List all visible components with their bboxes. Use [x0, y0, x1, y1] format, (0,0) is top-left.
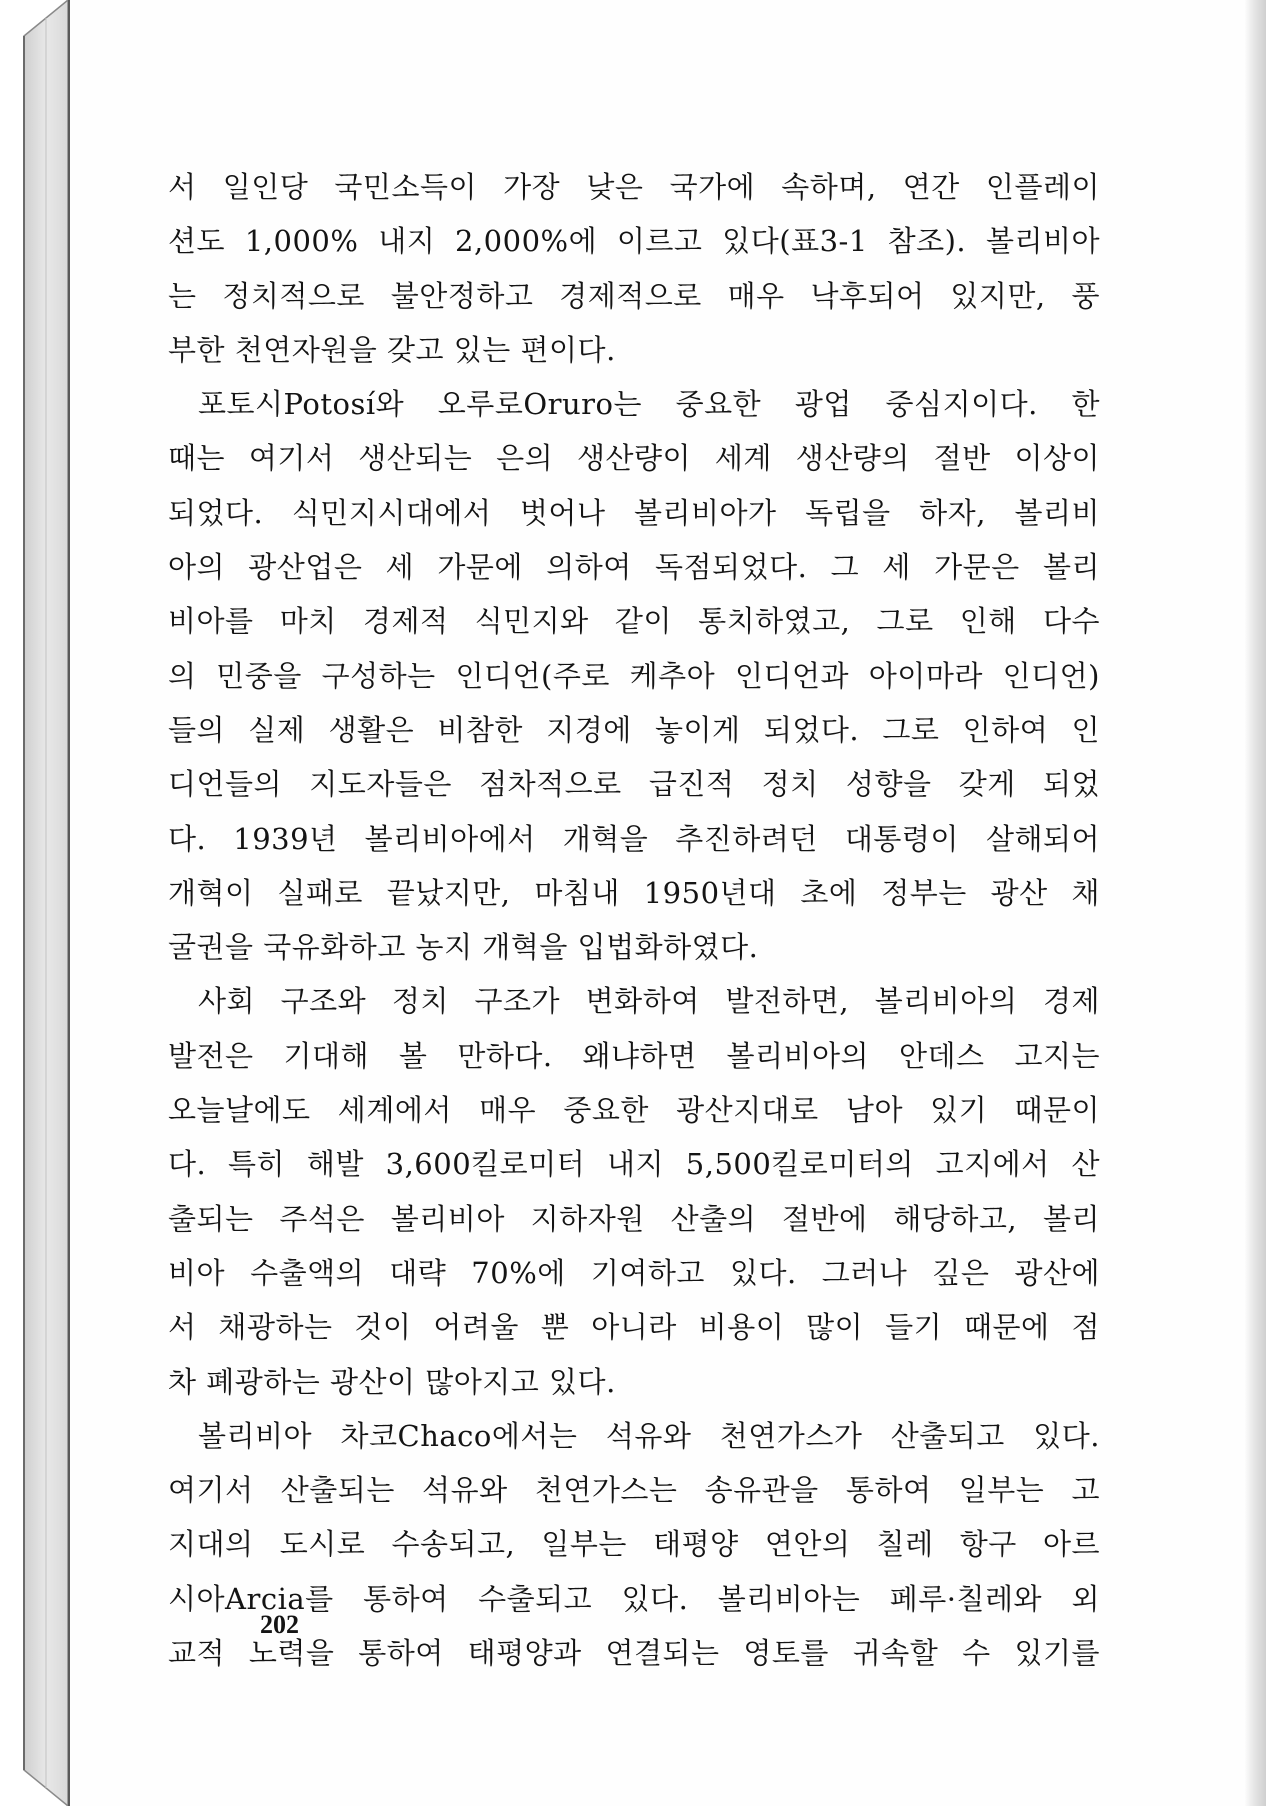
text-line: 되었다. 식민지시대에서 벗어나 볼리비아가 독립을 하자, 볼리비: [168, 495, 1100, 530]
text-line: 비아 수출액의 대략 70%에 기여하고 있다. 그러나 깊은 광산에: [168, 1255, 1100, 1290]
text-line: 때는 여기서 생산되는 은의 생산량이 세계 생산량의 절반 이상이: [168, 441, 1100, 476]
text-line: 다. 특히 해발 3,600킬로미터 내지 5,500킬로미터의 고지에서 산: [168, 1147, 1100, 1182]
text-line: 비아를 마치 경제적 식민지와 같이 통치하였고, 그로 인해 다수: [168, 604, 1100, 639]
text-line: 부한 천연자원을 갖고 있는 편이다.: [168, 332, 616, 367]
page-number: 202: [260, 1610, 299, 1639]
text-line: 오늘날에도 세계에서 매우 중요한 광산지대로 남아 있기 때문이: [168, 1093, 1100, 1128]
text-line: 발전은 기대해 볼 만하다. 왜냐하면 볼리비아의 안데스 고지는: [168, 1038, 1100, 1073]
text-line: 아의 광산업은 세 가문에 의하여 독점되었다. 그 세 가문은 볼리: [168, 550, 1100, 585]
text-line: 들의 실제 생활은 비참한 지경에 놓이게 되었다. 그로 인하여 인: [168, 712, 1100, 747]
text-line: 출되는 주석은 볼리비아 지하자원 산출의 절반에 해당하고, 볼리: [168, 1201, 1100, 1236]
text-line: 굴권을 국유화하고 농지 개혁을 입법화하였다.: [168, 930, 759, 965]
text-line: 차 폐광하는 광산이 많아지고 있다.: [168, 1364, 616, 1399]
text-line: 개혁이 실패로 끝났지만, 마침내 1950년대 초에 정부는 광산 채: [168, 875, 1100, 910]
page-shadow: [1244, 0, 1266, 1806]
text-line: 서 일인당 국민소득이 가장 낮은 국가에 속하며, 연간 인플레이: [168, 170, 1100, 204]
text-line: 포토시Potosí와 오루로Oruro는 중요한 광업 중심지이다. 한: [198, 387, 1100, 422]
text-line: 의 민중을 구성하는 인디언(주로 케추아 인디언과 아이마라 인디언): [168, 658, 1100, 693]
text-line: 지대의 도시로 수송되고, 일부는 태평양 연안의 칠레 항구 아르: [168, 1527, 1100, 1562]
text-line: 디언들의 지도자들은 점차적으로 급진적 정치 성향을 갖게 되었: [168, 767, 1100, 802]
text-line: 는 정치적으로 불안정하고 경제적으로 매우 낙후되어 있지만, 풍: [168, 278, 1100, 313]
text-line: 다. 1939년 볼리비아에서 개혁을 추진하려던 대통령이 살해되어: [168, 821, 1100, 856]
text-line: 서 채광하는 것이 어려울 뿐 아니라 비용이 많이 들기 때문에 점: [168, 1310, 1100, 1345]
text-line: 교적 노력을 통하여 태평양과 연결되는 영토를 귀속할 수 있기를: [168, 1636, 1100, 1671]
text-line: 볼리비아 차코Chaco에서는 석유와 천연가스가 산출되고 있다.: [198, 1418, 1100, 1453]
page-body-text: [168, 160, 1100, 1680]
text-line: 사회 구조와 정치 구조가 변화하여 발전하면, 볼리비아의 경제: [198, 984, 1100, 1019]
text-line: 시아Arcia를 통하여 수출되고 있다. 볼리비아는 페루·칠레와 외: [168, 1581, 1100, 1616]
text-line: 여기서 산출되는 석유와 천연가스는 송유관을 통하여 일부는 고: [168, 1473, 1100, 1508]
text-line: 션도 1,000% 내지 2,000%에 이르고 있다(표3-1 참조). 볼리비아: [168, 224, 1100, 259]
